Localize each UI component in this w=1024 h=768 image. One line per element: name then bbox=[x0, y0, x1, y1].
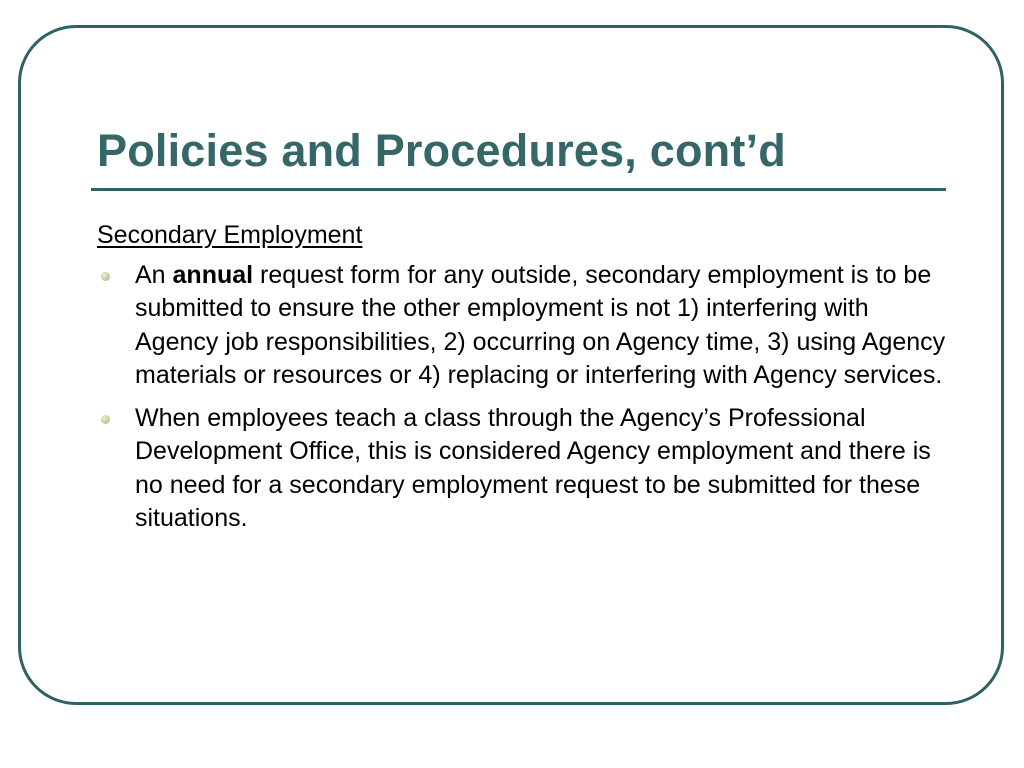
bullet-text-prefix: An bbox=[135, 260, 173, 289]
bullet-list bbox=[97, 259, 957, 536]
bullet-dot-icon bbox=[101, 415, 110, 424]
bullet-emphasis: annual bbox=[172, 260, 254, 289]
bullet-text-suffix: request form for any outside, secondary employment is to be submitted to ensure the other employment is not 1) interfering with Agency job responsibilities, 2) occurring on Agency time, 3) using Agency materials or resources or 4) replacing or interfering with Agency services. bbox=[135, 260, 946, 389]
slide-body bbox=[97, 219, 957, 545]
section-subheading: Secondary Employment bbox=[97, 221, 363, 249]
bullet-text: When employees teach a class through the Agency’s Professional Development Office, this is considered Agency employment and there is no need for a secondary employment request to be submitted for these situations. bbox=[135, 403, 931, 532]
title-divider bbox=[91, 188, 946, 191]
bullet-item bbox=[97, 402, 957, 536]
slide-title: Policies and Procedures, cont’d bbox=[97, 125, 786, 176]
bullet-item bbox=[97, 259, 957, 393]
bullet-dot-icon bbox=[101, 272, 110, 281]
